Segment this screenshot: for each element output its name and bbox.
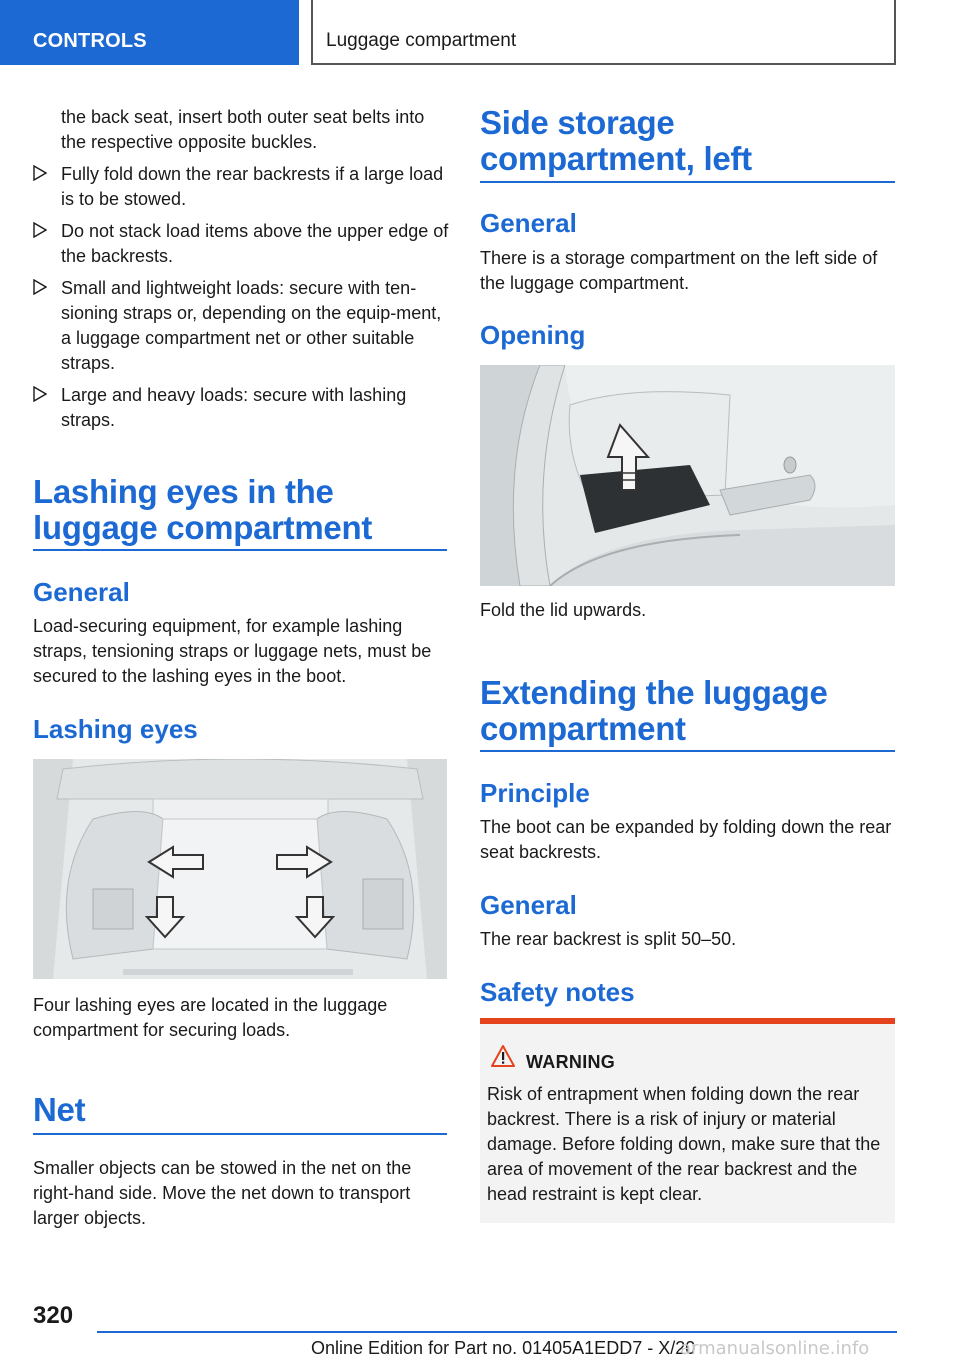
general-2-text: The rear backrest is split 50–50.: [480, 929, 737, 949]
warning-triangle-icon: [490, 1044, 516, 1068]
principle-text: The boot can be expanded by folding down the rear seat backrests.: [480, 817, 892, 862]
net-text: Smaller objects can be stowed in the net on the right-hand side. Move the net down to transport larger objects.: [33, 1158, 412, 1228]
general-text: There is a storage compartment on the left side of the luggage compartment.: [480, 248, 878, 293]
section-tab: [0, 0, 299, 65]
section-label: CONTROLS: [33, 30, 147, 52]
heading-rule: [480, 750, 895, 752]
triangle-bullet-icon: [33, 165, 47, 181]
triangle-bullet-icon: [33, 386, 47, 402]
heading-safety-notes: Safety notes: [480, 977, 635, 1007]
continuation-text: the back seat, insert both outer seat belts into the respective opposite buckles.: [61, 107, 425, 152]
lashing-caption: Four lashing eyes are located in the luggage compartment for securing loads.: [33, 995, 388, 1040]
list-item-text: Do not stack load items above the upper edge of the backrests.: [61, 221, 449, 266]
warning-box: [480, 1018, 895, 1223]
heading-lashing-eyes: Lashing eyes: [33, 714, 198, 744]
heading-net: Net: [33, 1091, 86, 1128]
heading-opening: Opening: [480, 320, 586, 350]
lashing-eyes-photo: [33, 759, 447, 979]
warning-text: Risk of entrapment when folding down the rear backrest. There is a risk of injury or material damage. Before folding down, make sure that the area of movement of the rear backrest and the head restraint is kept clear.: [487, 1084, 881, 1204]
heading-extending: Extending the luggage compartment: [480, 674, 828, 747]
heading-lashing-eyes-compartment: Lashing eyes in the luggage compartment: [33, 473, 373, 546]
heading-general-2: General: [480, 890, 577, 920]
heading-principle: Principle: [480, 778, 590, 808]
heading-rule: [480, 181, 895, 183]
triangle-bullet-icon: [33, 222, 47, 238]
list-item-text: Large and heavy loads: secure with lashing straps.: [61, 385, 407, 430]
watermark: armanualsonline.info: [680, 1338, 870, 1359]
heading-general: General: [480, 208, 577, 238]
heading-side-storage: Side storage compartment, left: [480, 104, 752, 177]
page-number: 320: [33, 1302, 74, 1329]
chapter-title-box: [311, 0, 896, 65]
heading-rule: [33, 549, 447, 551]
footer-rule: [97, 1331, 897, 1333]
chapter-title: Luggage compartment: [326, 30, 517, 51]
triangle-bullet-icon: [33, 279, 47, 295]
heading-general: General: [33, 577, 130, 607]
edition-text: Online Edition for Part no. 01405A1EDD7 - X/20: [311, 1338, 696, 1358]
general-text: Load-securing equipment, for example lashing straps, tensioning straps or luggage nets, must be secured to the lashing eyes in the boot.: [33, 616, 432, 686]
warning-title: WARNING: [526, 1052, 616, 1072]
list-item-text: Small and lightweight loads: secure with ten-sioning straps or, depending on the equip-ment, a luggage compartment net or other suitable straps.: [61, 278, 442, 373]
storage-compartment-photo: [480, 365, 895, 586]
list-item-text: Fully fold down the rear backrests if a large load is to be stowed.: [61, 164, 444, 209]
heading-rule: [33, 1133, 447, 1135]
opening-caption: Fold the lid upwards.: [480, 600, 647, 620]
